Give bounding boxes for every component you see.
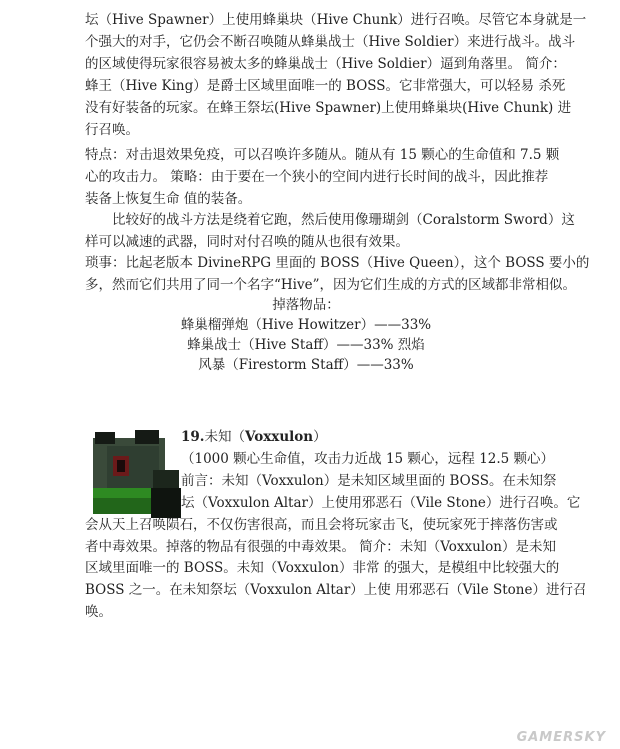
text-line: 特点：对击退效果免疫，可以召唤许多随从。随从有 15 颗心的生命值和 7.5 颗 <box>85 147 560 163</box>
section-number: 19. <box>181 429 205 445</box>
text-line: 区域里面唯一的 BOSS。未知（Voxxulon）非常 的强大，是模组中比较强大的 <box>85 560 560 576</box>
drop-item: 风暴（Firestorm Staff）——33% <box>198 357 414 373</box>
text-line: 前言：未知（Voxxulon）是未知区域里面的 BOSS。在未知祭 <box>181 473 557 489</box>
text-line: BOSS 之一。在未知祭坛（Voxxulon Altar）上使 用邪恶石（Vile Stone）进行召 <box>85 582 587 598</box>
text-line: 装备上恢复生命 值的装备。 <box>85 191 252 207</box>
text-line: 心的攻击力。 策略：由于要在一个狭小的空间内进行长时间的战斗，因此推荐 <box>85 169 549 185</box>
text-line: 样可以减速的武器，同时对付召唤的随从也很有效果。 <box>85 234 409 250</box>
drops-title: 掉落物品： <box>272 297 340 313</box>
section-title-en: Voxxulon <box>245 429 314 445</box>
text-line: 个强大的对手，它仍会不断召唤随从蜂巢战士（Hive Soldier）来进行战斗。战斗 <box>85 34 576 50</box>
text-line: 行召唤。 <box>85 122 139 138</box>
text-line: 的区域使得玩家很容易被太多的蜂巢战士（Hive Soldier）逼到角落里。 简介： <box>85 56 566 72</box>
section-heading <box>181 428 527 446</box>
watermark: GAMERSKY <box>516 730 606 745</box>
text-line: 蜂王（Hive King）是爵士区域里面唯一的 BOSS。它非常强大，可以轻易 杀死 <box>85 78 566 94</box>
drop-item: 蜂巢榴弹炮（Hive Howitzer）——33% <box>180 317 432 333</box>
text-line: 会从天上召唤陨石，不仅伤害很高，而且会将玩家击飞，使玩家死于摔落伤害或 <box>85 517 558 533</box>
voxxulon-boss-image <box>93 428 181 520</box>
text-line: （1000 颗心生命值，攻击力近战 15 颗心，远程 12.5 颗心） <box>181 451 555 467</box>
section-title-close: ） <box>313 429 327 445</box>
text-line: 坛（Voxxulon Altar）上使用邪恶石（Vile Stone）进行召唤。它 <box>181 495 581 511</box>
text-line: 坛（Hive Spawner）上使用蜂巢块（Hive Chunk）进行召唤。尽管它本身就是一 <box>85 12 587 28</box>
text-line: 唤。 <box>85 604 112 620</box>
text-line: 比较好的战斗方法是绕着它跑，然后使用像珊瑚剑（Coralstorm Sword）这 <box>85 212 575 228</box>
text-line: 琐事：比起老版本 DivineRPG 里面的 BOSS（Hive Queen），这个 BOSS 要小的 <box>85 255 590 271</box>
text-line: 者中毒效果。掉落的物品有很强的中毒效果。 简介：未知（Voxxulon）是未知 <box>85 539 556 555</box>
text-line: 多，然而它们共用了同一个名字“Hive”，因为它们生成的方式的区域都非常相似。 <box>85 277 577 293</box>
text-line: 没有好装备的玩家。在蜂王祭坛(Hive Spawner)上使用蜂巢块(Hive Chunk) 进 <box>85 100 572 116</box>
drop-item: 蜂巢战士（Hive Staff）——33% 烈焰 <box>187 337 425 353</box>
section-title-cn: 未知（ <box>204 429 245 445</box>
